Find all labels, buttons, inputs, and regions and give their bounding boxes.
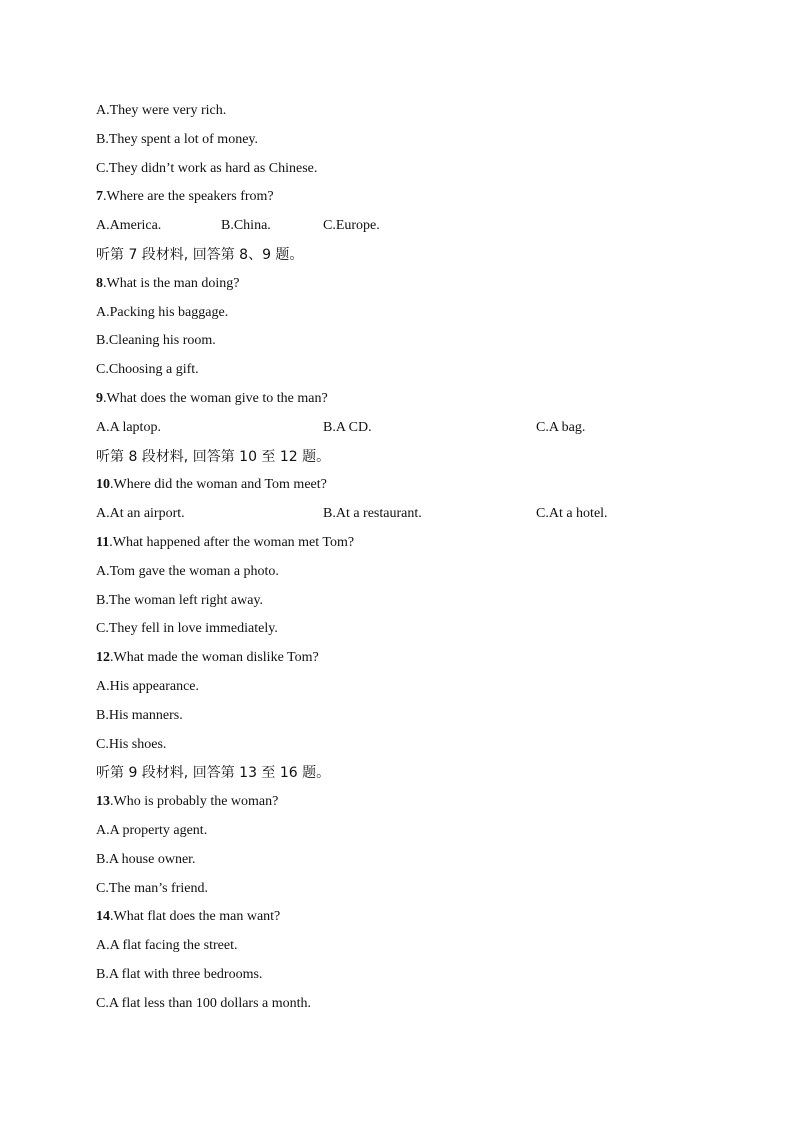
q10-options <box>96 503 716 532</box>
q7-options <box>96 215 716 244</box>
q10-option-b: B.At a restaurant. <box>323 506 422 522</box>
q13-option-b: B.A house owner. <box>96 851 196 867</box>
q7-option-b: B.China. <box>221 218 271 234</box>
q14-question <box>96 906 716 935</box>
q9-option-c: C.A bag. <box>536 419 586 435</box>
q10-option-a: A.At an airport. <box>96 506 185 522</box>
q13-question <box>96 791 716 820</box>
q12-option-a: A.His appearance. <box>96 678 200 694</box>
q14-option-a: A.A flat facing the street. <box>96 938 238 954</box>
q9-question <box>96 388 716 417</box>
q11-option-c: C.They fell in love immediately. <box>96 621 278 637</box>
q13-option-a: A.A property agent. <box>96 822 208 838</box>
q6-option-c: C.They didn’t work as hard as Chinese. <box>96 160 318 176</box>
q10-question <box>96 474 716 503</box>
q9-text: .What does the woman give to the man? <box>103 390 328 406</box>
q11-option-b: B.The woman left right away. <box>96 592 264 608</box>
q12-option-b: B.His manners. <box>96 707 183 723</box>
q9-options <box>96 417 716 446</box>
q14-option-b: B.A flat with three bedrooms. <box>96 966 263 982</box>
q12-question <box>96 647 716 676</box>
q10-option-c: C.At a hotel. <box>536 506 608 522</box>
q9-option-b: B.A CD. <box>323 419 372 435</box>
q7-text: .Where are the speakers from? <box>103 189 274 205</box>
section-8-heading: 听第 8 段材料, 回答第 10 至 12 题。 <box>96 448 331 465</box>
q8-text: .What is the man doing? <box>103 275 240 291</box>
q10-text: .Where did the woman and Tom meet? <box>110 477 327 493</box>
q7-question <box>96 186 716 215</box>
q7-option-a: A.America. <box>96 218 162 234</box>
q13-option-c: C.The man’s friend. <box>96 880 208 896</box>
q8-question <box>96 273 716 302</box>
q7-option-c: C.Europe. <box>323 218 380 234</box>
document-page <box>96 100 716 1022</box>
q10-number: 10 <box>96 477 110 493</box>
q11-option-a: A.Tom gave the woman a photo. <box>96 563 279 579</box>
q9-number: 9 <box>96 390 103 406</box>
q14-option-c: C.A flat less than 100 dollars a month. <box>96 995 312 1011</box>
q8-number: 8 <box>96 275 103 291</box>
q6-option-b: B.They spent a lot of money. <box>96 131 259 147</box>
q8-option-c: C.Choosing a gift. <box>96 362 199 378</box>
q7-number: 7 <box>96 189 103 205</box>
q14-number: 14 <box>96 909 110 925</box>
q12-option-c: C.His shoes. <box>96 736 167 752</box>
q11-number: 11 <box>96 534 110 550</box>
q13-text: .Who is probably the woman? <box>110 794 279 810</box>
q8-option-b: B.Cleaning his room. <box>96 333 216 349</box>
q12-number: 12 <box>96 650 110 666</box>
q6-option-a: A.They were very rich. <box>96 103 227 118</box>
q11-question <box>96 532 716 561</box>
q12-text: .What made the woman dislike Tom? <box>110 650 319 666</box>
section-7-heading: 听第 7 段材料, 回答第 8、9 题。 <box>96 246 304 263</box>
q14-text: .What flat does the man want? <box>110 909 281 925</box>
section-9-heading: 听第 9 段材料, 回答第 13 至 16 题。 <box>96 765 331 782</box>
q9-option-a: A.A laptop. <box>96 419 161 435</box>
q13-number: 13 <box>96 794 110 810</box>
q8-option-a: A.Packing his baggage. <box>96 304 229 320</box>
q11-text: .What happened after the woman met Tom? <box>109 534 355 550</box>
